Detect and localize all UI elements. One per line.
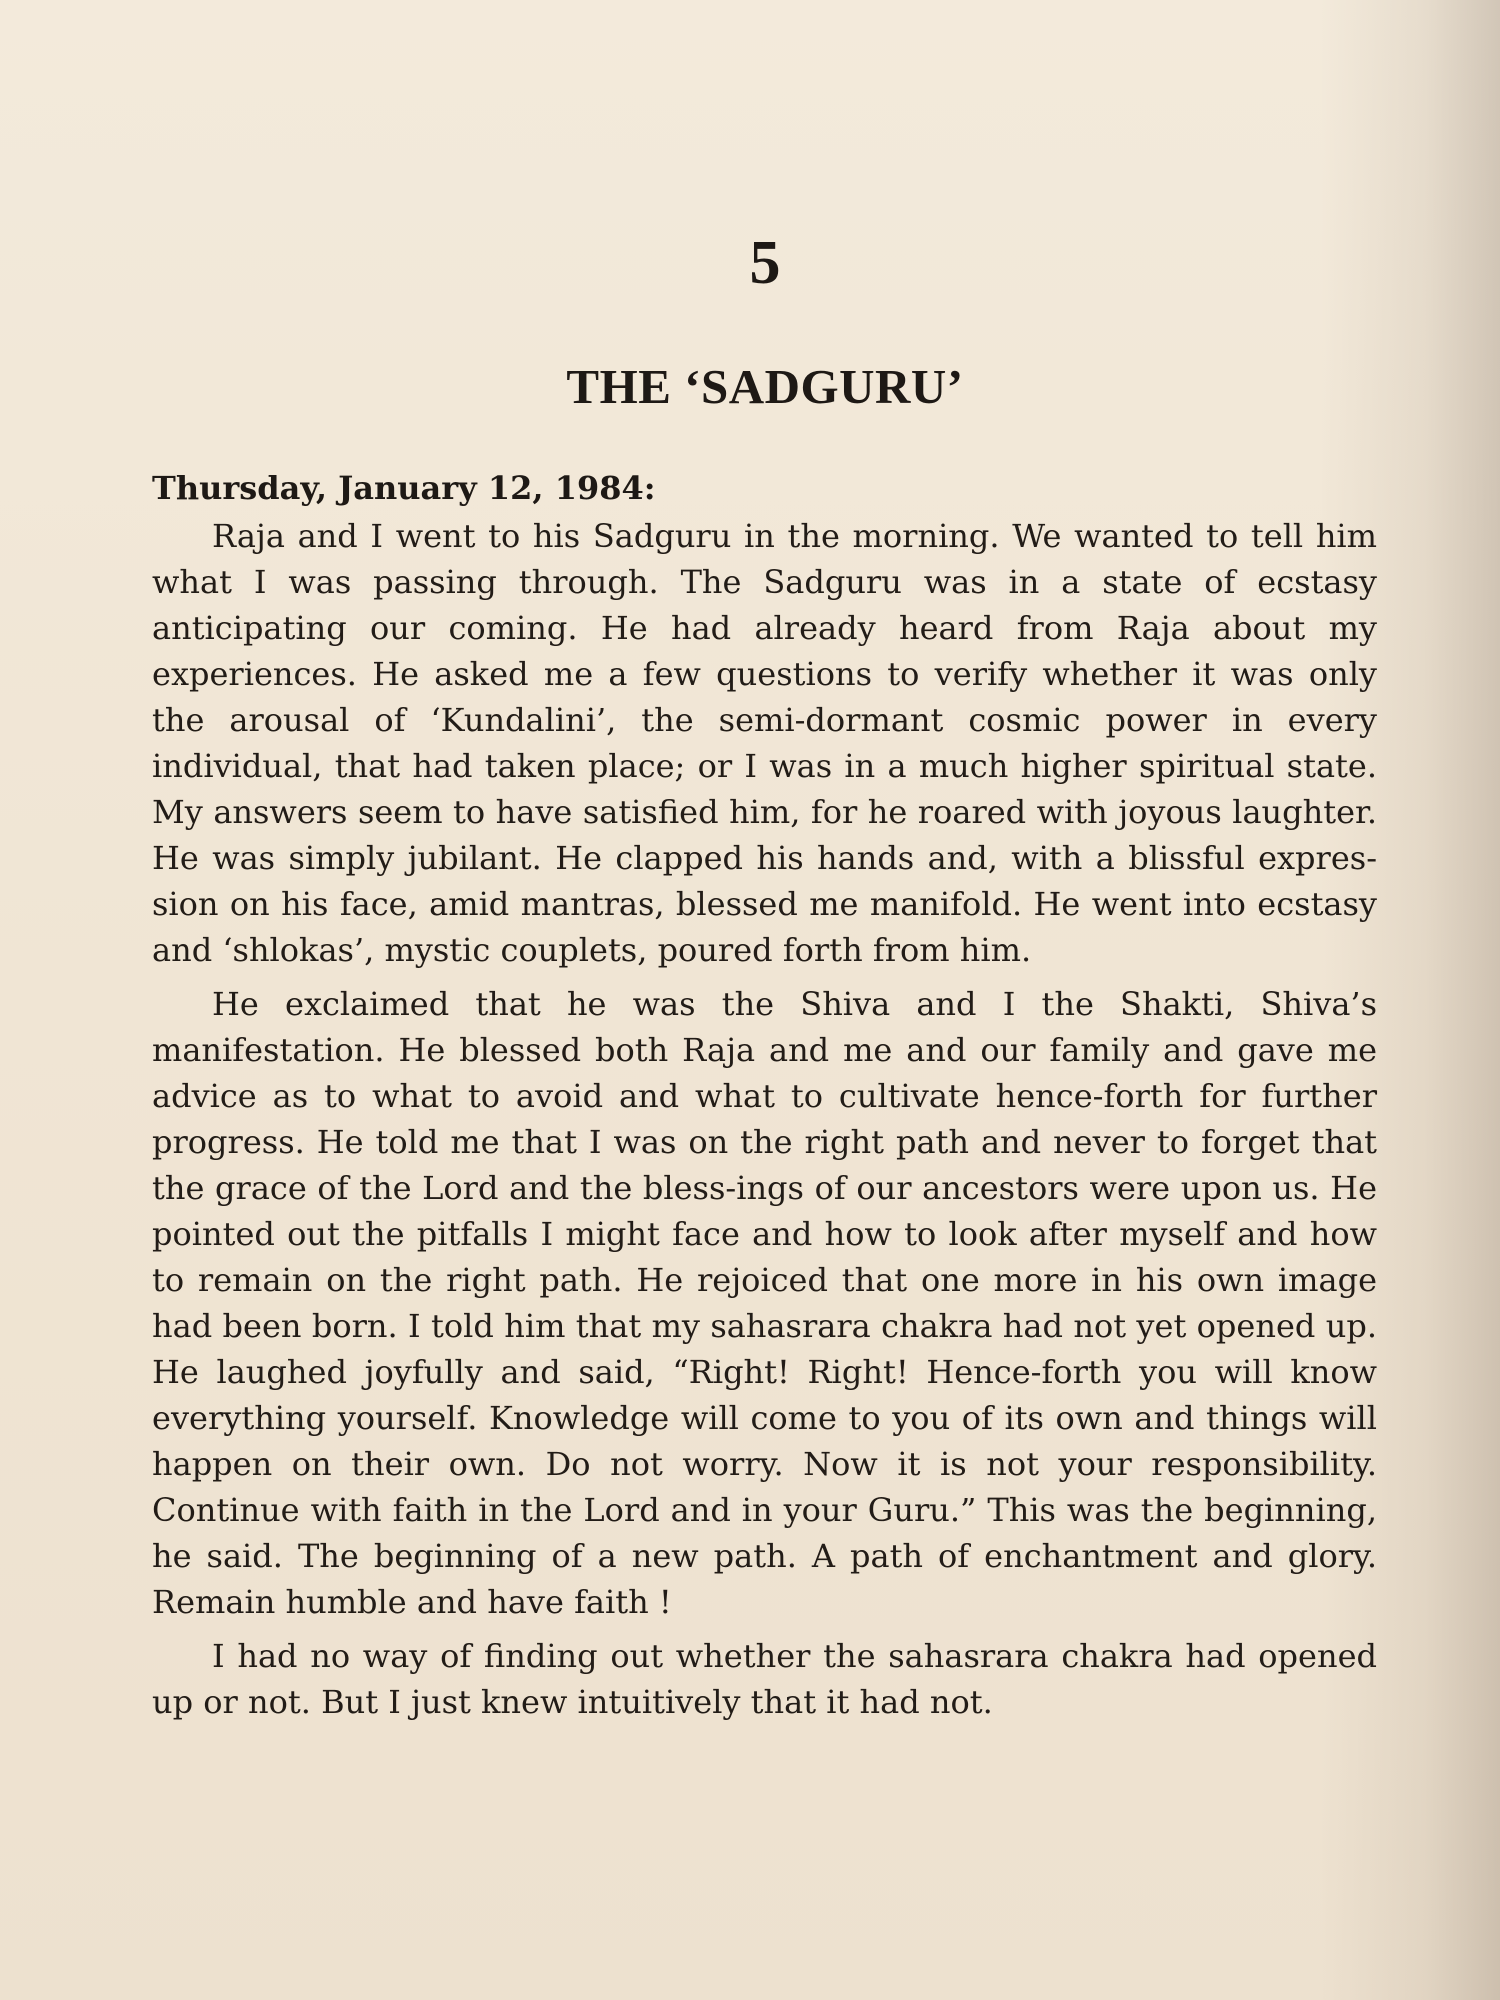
paragraph-3: I had no way of finding out whether the sahasrara chakra had opened up or not. But I just knew intuitively that it had not. bbox=[152, 1637, 1377, 1721]
paragraph-1: Raja and I went to his Sadguru in the morning. We wanted to tell him what I was passing through. The Sadguru was in a state of ecstasy anticipating our coming. He had already heard from Raja about my experiences. He asked me a few questions to verify whether it was only the arousal of ‘Kundalini’, the semi-dormant cosmic power in every individual, that had taken place; or I was in a much higher spiritual state. My answers seem to have satisfied him, for he roared with joyous laughter. He was simply jubilant. He clapped his hands and, with a blissful expres-sion on his face, amid mantras, blessed me manifold. He went into ecstasy and ‘shlokas’, mystic couplets, poured forth from him. bbox=[152, 517, 1377, 969]
entry-date: Thursday, January 12, 1984: bbox=[152, 469, 656, 507]
body-text bbox=[152, 465, 1377, 1733]
chapter-number: 5 bbox=[749, 229, 781, 297]
chapter-title: THE ‘SADGURU’ bbox=[566, 359, 964, 414]
paragraph-2: He exclaimed that he was the Shiva and I the Shakti, Shiva’s manifestation. He blessed both Raja and me and our family and gave me advice as to what to avoid and what to cultivate hence-forth for further progress. He told me that I was on the right path and never to forget that the grace of the Lord and the bless-ings of our ancestors were upon us. He pointed out the pitfalls I might face and how to look after myself and how to remain on the right path. He rejoiced that one more in his own image had been born. I told him that my sahasrara chakra had not yet opened up. He laughed joyfully and said, “Right! Right! Hence-forth you will know everything yourself. Knowledge will come to you of its own and things will happen on their own. Do not worry. Now it is not your responsibility. Continue with faith in the Lord and in your Guru.” This was the beginning, he said. The beginning of a new path. A path of enchantment and glory. Remain humble and have faith ! bbox=[152, 985, 1377, 1621]
